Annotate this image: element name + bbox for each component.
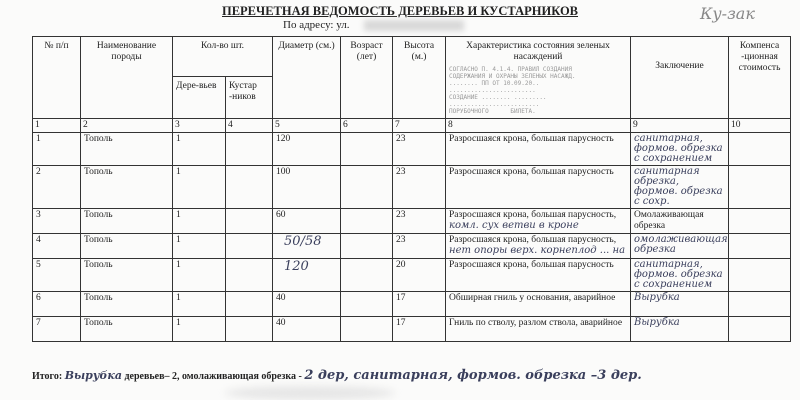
cell-species (81, 133, 173, 166)
document-title: ПЕРЕЧЕТНАЯ ВЕДОМОСТЬ ДЕРЕВЬЕВ И КУСТАРНИКОВ (221, 4, 579, 18)
cell-species-text: Тополь (84, 167, 113, 177)
cell-diameter (273, 259, 341, 292)
cell-shrubs (226, 209, 273, 234)
cell-compensation (729, 292, 791, 317)
cell-diameter (273, 234, 341, 259)
cell-diameter-text: 100 (276, 167, 291, 177)
cell-condition (446, 259, 631, 292)
cell-compensation (729, 317, 791, 342)
cell-height (393, 234, 446, 259)
cell-species (81, 259, 173, 292)
cell-height (393, 317, 446, 342)
cell-condition (446, 317, 631, 342)
cell-num-text: 5 (36, 260, 41, 270)
cell-trees (173, 259, 226, 292)
cell-conclusion-handwritten: санитарная, формов. обрезка с сохранением (634, 259, 723, 290)
cell-condition-handwritten: комл. сух ветви в кроне (449, 220, 579, 231)
stamp-seal-blur (225, 386, 395, 400)
cell-conclusion-handwritten: Вырубка (634, 317, 680, 328)
column-number: 4 (226, 119, 273, 133)
table-row (33, 317, 791, 342)
cell-height (393, 259, 446, 292)
cell-conclusion-handwritten: омолаживающая обрезка (634, 234, 728, 255)
column-number: 5 (273, 119, 341, 133)
column-number: 8 (446, 119, 631, 133)
header-count: Кол-во шт. (173, 37, 273, 77)
cell-condition (446, 292, 631, 317)
column-number: 10 (729, 119, 791, 133)
cell-num-text: 1 (36, 134, 41, 144)
cell-trees-text: 1 (176, 210, 181, 220)
cell-species-text: Тополь (84, 210, 113, 220)
cell-condition (446, 234, 631, 259)
cell-species (81, 209, 173, 234)
cell-height-text: 23 (396, 134, 406, 144)
cell-age (341, 259, 393, 292)
cell-age (341, 317, 393, 342)
corner-handwritten-note: Ку-зак (700, 4, 755, 23)
header-condition-text: Характеристика состояния зеленых насаждений (466, 41, 610, 62)
cell-num-text: 7 (36, 318, 41, 328)
cell-num-text: 2 (36, 167, 41, 177)
cell-diameter (273, 166, 341, 209)
cell-condition (446, 133, 631, 166)
cell-height-text: 20 (396, 260, 406, 270)
cell-trees (173, 209, 226, 234)
cell-diameter-handwritten: 120 (284, 259, 309, 274)
cell-compensation (729, 166, 791, 209)
total-line (32, 368, 642, 383)
cell-conclusion-handwritten: санитарная обрезка, формов. обрезка с сохр. (634, 166, 723, 207)
inventory-table (32, 36, 791, 342)
column-number: 3 (173, 119, 226, 133)
cell-num-text: 6 (36, 293, 41, 303)
table-row (33, 259, 791, 292)
cell-diameter-text: 40 (276, 318, 286, 328)
cell-conclusion (631, 317, 729, 342)
cell-trees (173, 133, 226, 166)
cell-trees (173, 234, 226, 259)
cell-compensation (729, 133, 791, 166)
cell-age (341, 166, 393, 209)
cell-diameter (273, 292, 341, 317)
cell-height-text: 23 (396, 210, 406, 220)
cell-trees-text: 1 (176, 293, 181, 303)
table-row (33, 209, 791, 234)
total-text: деревьев– 2, омолаживающая обрезка - (124, 371, 302, 382)
cell-diameter (273, 317, 341, 342)
cell-num (33, 292, 81, 317)
cell-height (393, 133, 446, 166)
cell-age (341, 292, 393, 317)
cell-trees (173, 317, 226, 342)
cell-condition-text: Разросшаяся крона, большая парусность (449, 260, 614, 270)
header-condition (446, 37, 631, 119)
cell-trees-text: 1 (176, 134, 181, 144)
cell-trees-text: 1 (176, 318, 181, 328)
cell-height-text: 17 (396, 318, 406, 328)
cell-age (341, 133, 393, 166)
cell-compensation (729, 234, 791, 259)
cell-condition (446, 209, 631, 234)
cell-species (81, 317, 173, 342)
cell-condition-text: Обширная гниль у основания, аварийное (449, 293, 616, 303)
cell-diameter-handwritten: 50/58 (284, 234, 322, 249)
table-row (33, 234, 791, 259)
cell-conclusion (631, 234, 729, 259)
cell-num (33, 166, 81, 209)
cell-trees (173, 166, 226, 209)
cell-trees (173, 292, 226, 317)
cell-num (33, 209, 81, 234)
header-age: Возраст (лет) (341, 37, 393, 119)
cell-conclusion (631, 166, 729, 209)
cell-conclusion (631, 259, 729, 292)
cell-condition-text: Гниль по стволу, разлом ствола, аварийное (449, 318, 623, 328)
column-number: 2 (81, 119, 173, 133)
cell-num (33, 234, 81, 259)
header-row (33, 37, 791, 77)
header-species: Наименование породы (81, 37, 173, 119)
cell-diameter-text: 60 (276, 210, 286, 220)
cell-shrubs (226, 234, 273, 259)
cell-num-text: 4 (36, 235, 41, 245)
cell-num (33, 317, 81, 342)
column-number: 6 (341, 119, 393, 133)
cell-conclusion (631, 209, 729, 234)
redacted-address (364, 20, 464, 31)
table-row (33, 292, 791, 317)
cell-species (81, 234, 173, 259)
cell-height-text: 23 (396, 167, 406, 177)
cell-shrubs (226, 259, 273, 292)
cell-condition-text: Разросшаяся крона, большая парусность, (449, 210, 617, 220)
cell-conclusion-handwritten: Омолаживающая обрезка (634, 210, 704, 231)
cell-num (33, 133, 81, 166)
cell-diameter (273, 209, 341, 234)
cell-condition (446, 166, 631, 209)
table-row (33, 133, 791, 166)
cell-compensation (729, 209, 791, 234)
cell-condition-text: Разросшаяся крона, большая парусность (449, 167, 614, 177)
column-number: 7 (393, 119, 446, 133)
header-num: № п/п (33, 37, 81, 119)
cell-height (393, 166, 446, 209)
cell-species (81, 292, 173, 317)
cell-species-text: Тополь (84, 318, 113, 328)
cell-conclusion (631, 292, 729, 317)
cell-shrubs (226, 292, 273, 317)
cell-diameter-text: 40 (276, 293, 286, 303)
cell-compensation (729, 259, 791, 292)
cell-condition-handwritten: нет опоры верх. корнеплод ... на (449, 245, 626, 256)
cell-condition-text: Разросшаяся крона, большая парусность, (449, 235, 617, 245)
cell-trees-text: 1 (176, 167, 181, 177)
cell-species-text: Тополь (84, 134, 113, 144)
cell-species-text: Тополь (84, 235, 113, 245)
approval-stamp: СОГЛАСНО П. 4.1.4. ПРАВИЛ СОЗДАНИЯ СОДЕРЖАНИЯ И ОХРАНЫ ЗЕЛЕНЫХ НАСАЖД. ........ ПП ОТ 10.09.20.. ........................ СОЗДАНИЕ ........ ......... ......................... ПОРУБОЧНОГО БИЛЕТА. (449, 66, 576, 115)
header-compensation: Компенса -ционная стоимость (729, 37, 791, 119)
cell-species (81, 166, 173, 209)
cell-shrubs (226, 133, 273, 166)
cell-species-text: Тополь (84, 260, 113, 270)
cell-diameter (273, 133, 341, 166)
column-number: 9 (631, 119, 729, 133)
table-row (33, 166, 791, 209)
header-diameter: Диаметр (см.) (273, 37, 341, 119)
cell-trees-text: 1 (176, 260, 181, 270)
header-shrubs: Кустар -ников (226, 77, 273, 119)
cell-species-text: Тополь (84, 293, 113, 303)
header-conclusion: Заключение (631, 37, 729, 119)
cell-height-text: 23 (396, 235, 406, 245)
column-number: 1 (33, 119, 81, 133)
cell-diameter-text: 120 (276, 134, 291, 144)
cell-height (393, 209, 446, 234)
column-number-row (33, 119, 791, 133)
cell-conclusion-handwritten: санитарная, формов. обрезка с сохранением (634, 133, 723, 164)
cell-num (33, 259, 81, 292)
total-handwritten-rest: 2 дер, санитарная, формов. обрезка –3 дер. (304, 368, 642, 383)
cell-age (341, 209, 393, 234)
total-label: Итого: (32, 371, 63, 382)
cell-num-text: 3 (36, 210, 41, 220)
cell-conclusion-handwritten: Вырубка (634, 292, 680, 303)
address-label: По адресу: ул. (283, 19, 350, 31)
cell-condition-text: Разросшаяся крона, большая парусность (449, 134, 614, 144)
cell-height (393, 292, 446, 317)
cell-height-text: 17 (396, 293, 406, 303)
cell-trees-text: 1 (176, 235, 181, 245)
header-trees: Дере-вьев (173, 77, 226, 119)
header-height: Высота (м.) (393, 37, 446, 119)
cell-conclusion (631, 133, 729, 166)
cell-shrubs (226, 166, 273, 209)
cell-shrubs (226, 317, 273, 342)
cell-age (341, 234, 393, 259)
total-handwritten-cut: Вырубка (64, 369, 122, 382)
